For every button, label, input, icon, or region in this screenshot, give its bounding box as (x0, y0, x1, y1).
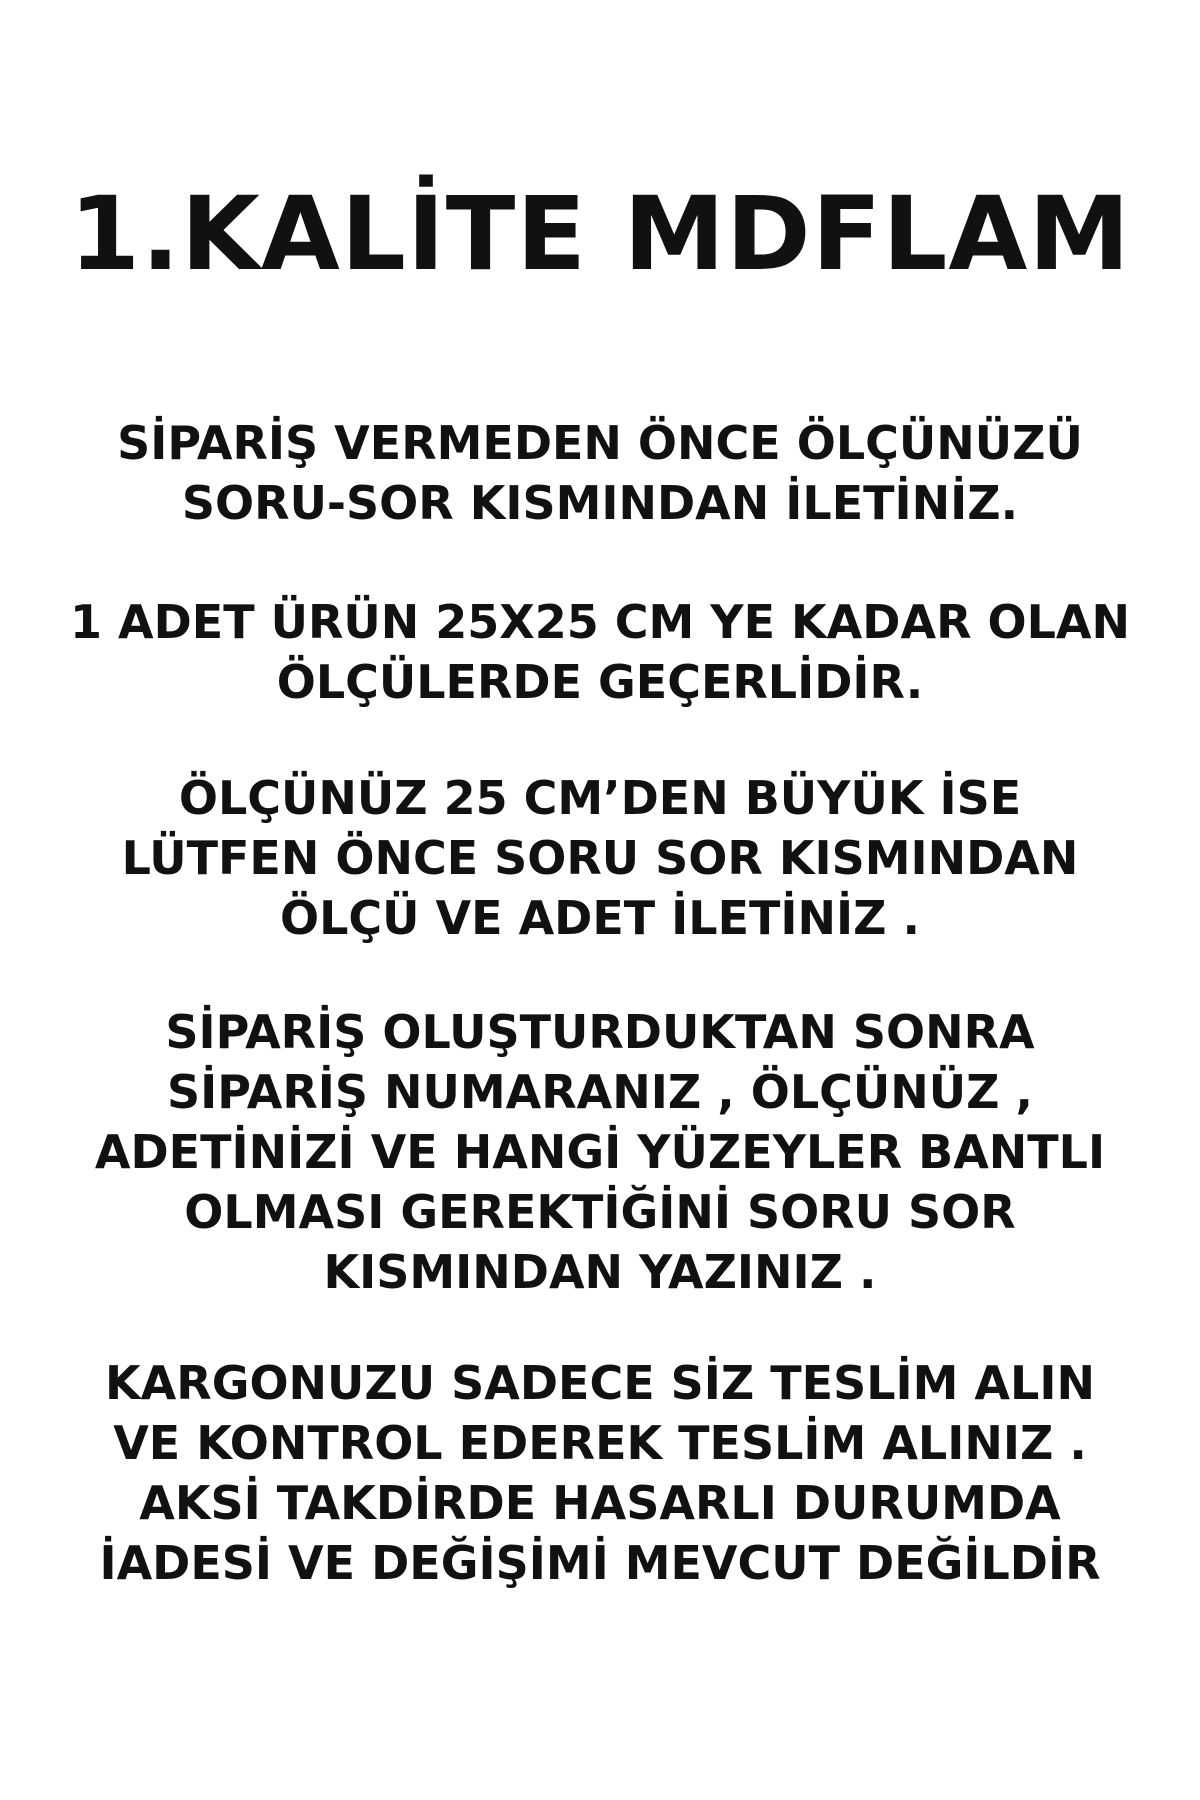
paragraph-order-instructions (0, 1002, 1200, 1302)
paragraph-shipping-warning (0, 1353, 1200, 1593)
paragraph-line: SİPARİŞ OLUŞTURDUKTAN SONRA (165, 1005, 1035, 1059)
paragraph-line: SORU-SOR KISMINDAN İLETİNİZ. (181, 476, 1019, 530)
paragraph-line: ÖLÇÜ VE ADET İLETİNİZ . (280, 891, 920, 945)
page-title: 1.KALİTE MDFLAM (69, 175, 1131, 294)
paragraph-line: KISMINDAN YAZINIZ . (323, 1245, 877, 1299)
paragraph-line: LÜTFEN ÖNCE SORU SOR KISMINDAN (121, 831, 1079, 885)
paragraph-line: ADETİNİZİ VE HANGİ YÜZEYLER BANTLI (94, 1125, 1106, 1179)
paragraph-line: AKSİ TAKDİRDE HASARLI DURUMDA (139, 1476, 1061, 1530)
paragraph-large-size-notice (0, 768, 1200, 948)
paragraph-line: ÖLÇÜNÜZ 25 CM’DEN BÜYÜK İSE (178, 771, 1022, 825)
paragraph-line: ÖLÇÜLERDE GEÇERLİDİR. (276, 655, 924, 709)
paragraph-line: İADESİ VE DEĞİŞİMİ MEVCUT DEĞİLDİR (99, 1536, 1101, 1590)
paragraph-line: 1 ADET ÜRÜN 25X25 CM YE KADAR OLAN (69, 595, 1131, 649)
paragraph-line: SİPARİŞ VERMEDEN ÖNCE ÖLÇÜNÜZÜ (117, 416, 1083, 470)
paragraph-line: SİPARİŞ NUMARANIZ , ÖLÇÜNÜZ , (167, 1065, 1033, 1119)
paragraph-line: VE KONTROL EDEREK TESLİM ALINIZ . (113, 1416, 1087, 1470)
paragraph-size-limit (0, 592, 1200, 712)
paragraph-measurement-request (0, 413, 1200, 533)
paragraph-line: KARGONUZU SADECE SİZ TESLİM ALIN (105, 1356, 1095, 1410)
paragraph-line: OLMASI GEREKTİĞİNİ SORU SOR (184, 1185, 1016, 1239)
